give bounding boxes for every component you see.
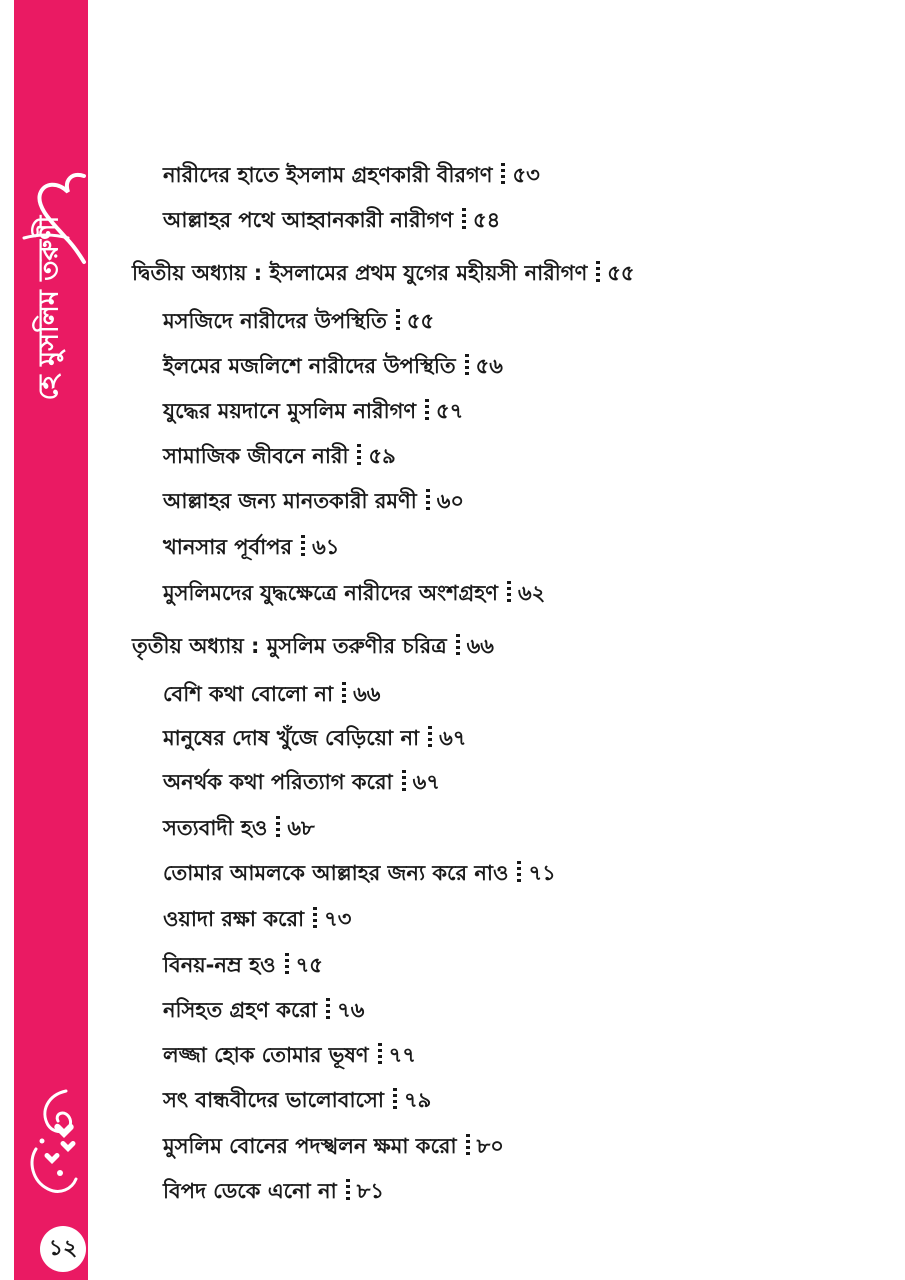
toc-entry (163, 950, 323, 980)
toc-entry (163, 904, 351, 934)
toc-entry-title: আল্লাহর জন্য মানতকারী রমণী (163, 489, 417, 513)
toc-entry-title: সামাজিক জীবনে নারী (163, 444, 349, 468)
toc-entry-title: দ্বিতীয় অধ্যায় : ইসলামের প্রথম যুগের মহীয়সী নারীগণ (132, 261, 588, 285)
toc-entry-page: ৮০ (476, 1134, 504, 1158)
toc-entry (163, 995, 364, 1025)
dotted-separator-icon (396, 309, 400, 333)
toc-entry (163, 1085, 431, 1115)
toc-entry-title: সত্যবাদী হও (163, 816, 268, 840)
page-number: ১২ (40, 1226, 86, 1272)
toc-entry-title: মুসলিমদের যুদ্ধক্ষেত্রে নারীদের অংশগ্রহণ (163, 581, 498, 605)
toc-entry (163, 351, 503, 381)
dotted-separator-icon (425, 399, 429, 423)
dotted-separator-icon (596, 261, 600, 285)
toc-entry (163, 532, 339, 562)
toc-entry-title: নারীদের হাতে ইসলাম গ্রহণকারী বীরগণ (163, 163, 493, 187)
toc-entry (163, 1131, 504, 1161)
dotted-separator-icon (466, 1134, 470, 1158)
toc-entry (163, 723, 466, 753)
dotted-separator-icon (313, 907, 317, 931)
toc-entry-title: বিপদ ডেকে এনো না (163, 1179, 337, 1203)
toc-entry (163, 205, 500, 235)
toc-entry (163, 767, 440, 797)
toc-entry-title: খানসার পূর্বাপর (163, 535, 293, 559)
toc-entry-title: বেশি কথা বোলো না (163, 682, 334, 706)
toc-entry-page: ৭৯ (403, 1088, 432, 1112)
toc-entry-title: মুসলিম বোনের পদস্খলন ক্ষমা করো (163, 1134, 457, 1158)
toc-entry-title: মানুষের দোষ খুঁজে বেড়িয়ো না (163, 726, 420, 750)
toc-entry-title: লজ্জা হোক তোমার ভূষণ (163, 1043, 369, 1067)
dotted-separator-icon (465, 354, 469, 378)
toc-entry-title: মসজিদে নারীদের উপস্থিতি (163, 309, 387, 333)
toc-entry-page: ৬৮ (287, 816, 315, 840)
toc-entry-title: তোমার আমলকে আল্লাহর জন্য করে নাও (163, 861, 509, 885)
toc-entry-page: ৫৩ (512, 163, 540, 187)
sidebar-book-title: হে মুসলিম তরুণী (33, 215, 65, 401)
toc-entry-title: যুদ্ধের ময়দানে মুসলিম নারীগণ (163, 399, 417, 423)
toc-entry-page: ৬৬ (466, 634, 494, 658)
dotted-separator-icon (501, 163, 505, 187)
toc-entry (163, 813, 315, 843)
dotted-separator-icon (276, 816, 280, 840)
toc-entry-page: ৫৭ (436, 399, 464, 423)
toc-entry (163, 1176, 384, 1206)
dotted-separator-icon (507, 581, 511, 605)
toc-entry-page: ৭১ (528, 861, 556, 885)
toc-entry (163, 160, 540, 190)
dotted-separator-icon (346, 1179, 350, 1203)
dotted-separator-icon (301, 535, 305, 559)
toc-entry-page: ৭৭ (388, 1043, 416, 1067)
toc-entry-page: ৭৩ (324, 907, 352, 931)
dotted-separator-icon (426, 489, 430, 513)
dotted-separator-icon (393, 1088, 397, 1112)
toc-entry (163, 578, 545, 608)
toc-chapter-entry (132, 258, 635, 288)
toc-entry-page: ৬০ (436, 489, 465, 513)
dotted-separator-icon (456, 634, 460, 658)
dotted-separator-icon (428, 726, 432, 750)
toc-entry (163, 858, 556, 888)
toc-entry-page: ৫৬ (475, 354, 503, 378)
toc-entry-title: ওয়াদা রক্ষা করো (163, 907, 305, 931)
dotted-separator-icon (462, 208, 466, 232)
toc-entry (163, 1040, 416, 1070)
toc-entry-page: ৬২ (517, 581, 546, 605)
toc-entry-page: ৭৫ (295, 953, 323, 977)
toc-entry (163, 441, 396, 471)
dotted-separator-icon (357, 444, 361, 468)
toc-entry (163, 486, 464, 516)
toc-entry-page: ৬৭ (439, 726, 467, 750)
toc-entry-page: ৫৫ (406, 309, 435, 333)
toc-entry (163, 679, 380, 709)
toc-entry-page: ৫৯ (368, 444, 396, 468)
toc-entry-page: ৮১ (356, 1179, 384, 1203)
toc-entry-title: অনর্থক কথা পরিত্যাগ করো (163, 770, 393, 794)
toc-entry-page: ৭৬ (337, 998, 365, 1022)
dotted-separator-icon (342, 682, 346, 706)
toc-entry-page: ৫৪ (473, 208, 501, 232)
toc-entry (163, 306, 434, 336)
dotted-separator-icon (378, 1043, 382, 1067)
toc-entry-page: ৬১ (312, 535, 340, 559)
toc-entry-page: ৬৭ (412, 770, 440, 794)
toc-entry (163, 396, 463, 426)
dotted-separator-icon (517, 861, 521, 885)
toc-entry-title: ইলমের মজলিশে নারীদের উপস্থিতি (163, 354, 456, 378)
toc-entry-title: বিনয়-নম্র হও (163, 953, 276, 977)
dotted-separator-icon (326, 998, 330, 1022)
toc-entry-page: ৫৫ (607, 261, 635, 285)
toc-entry-title: তৃতীয় অধ্যায় : মুসলিম তরুণীর চরিত্র (132, 634, 447, 658)
toc-entry-page: ৬৬ (353, 682, 381, 706)
toc-chapter-entry (132, 631, 494, 661)
toc-entry-title: সৎ বান্ধবীদের ভালোবাসো (163, 1088, 384, 1112)
toc-entry-title: নসিহত গ্রহণ করো (163, 998, 318, 1022)
dotted-separator-icon (285, 953, 289, 977)
dotted-separator-icon (402, 770, 406, 794)
toc-entry-title: আল্লাহর পথে আহ্বানকারী নারীগণ (163, 208, 454, 232)
